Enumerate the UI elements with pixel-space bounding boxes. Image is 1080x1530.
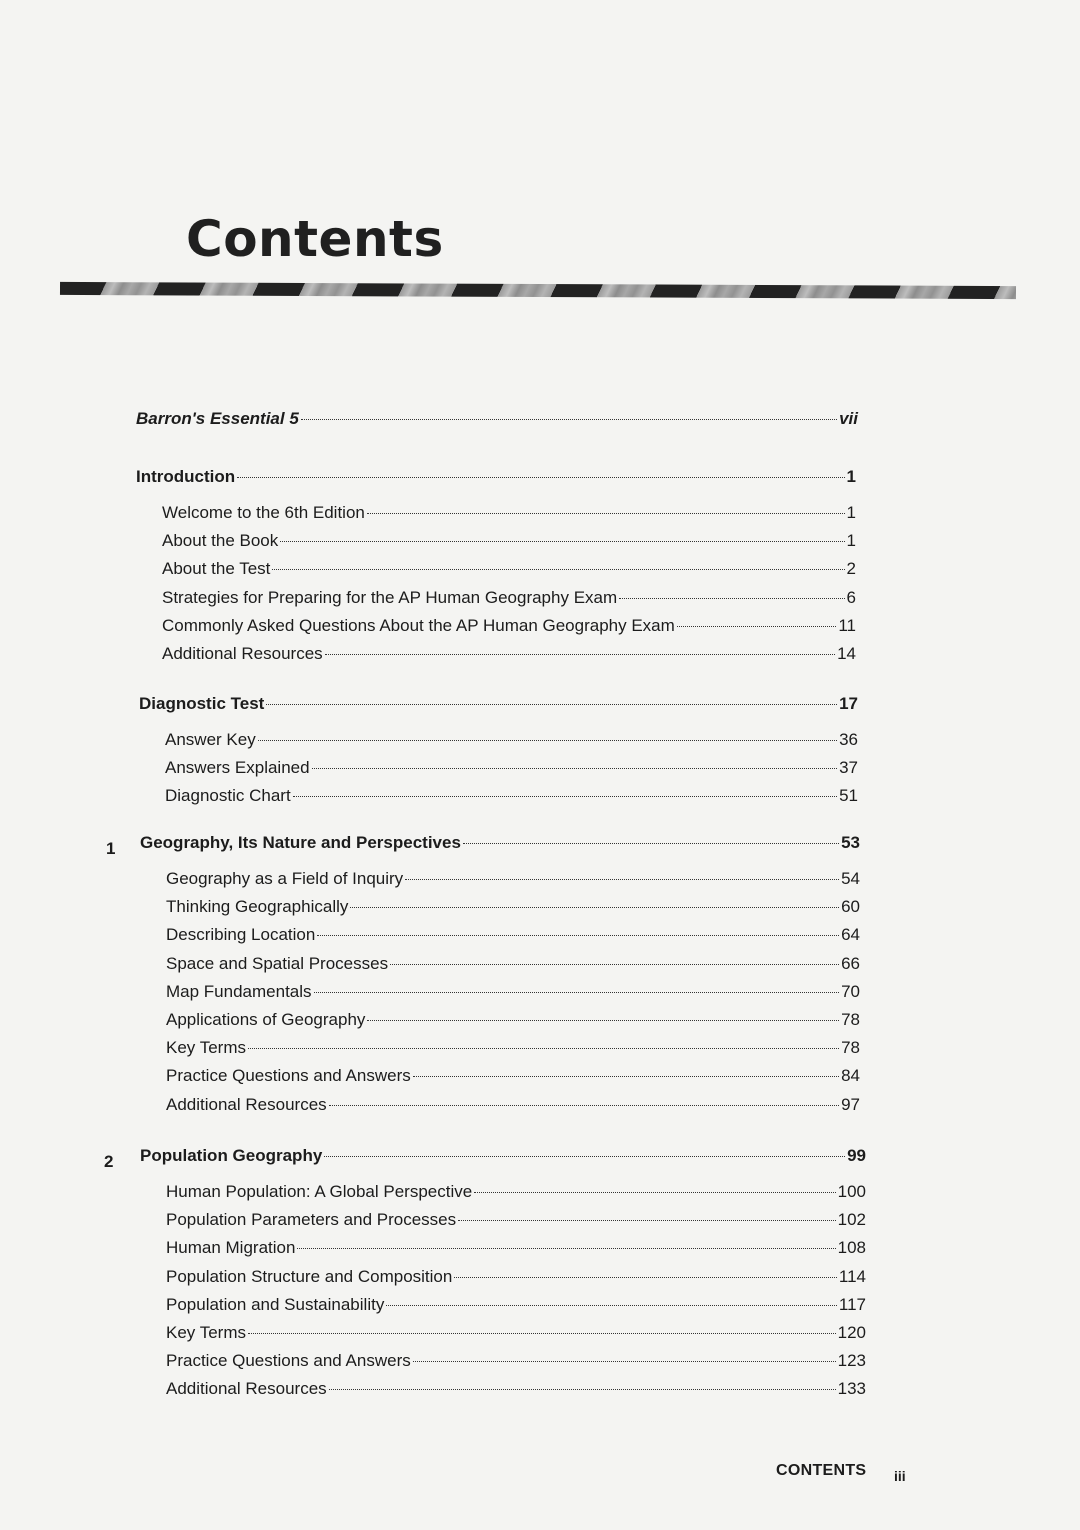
toc-entry [140,954,860,982]
toc-page-number: 97 [841,1094,860,1114]
toc-entry [136,531,856,559]
toc-page-number: 117 [838,1294,866,1314]
dot-leader [293,796,837,797]
toc-page-number: 100 [837,1182,866,1201]
toc-entry [139,730,858,758]
toc-page-number: 123 [837,1351,866,1371]
toc-entry-title: Answers Explained [165,758,310,778]
toc-entry-title: Human Population: A Global Perspective [166,1182,473,1201]
toc-entry-title: Population Geography [140,1146,323,1165]
dot-leader [386,1305,837,1306]
toc-entry [140,1010,860,1038]
toc-entry-title: About the Book [162,531,279,551]
dot-leader [405,879,839,880]
dot-leader [314,992,840,993]
toc-entry [140,982,860,1010]
toc-entry [136,559,856,587]
toc-page-number: 54 [841,869,860,888]
toc-page-number: 51 [839,786,858,806]
toc-page-number: 102 [837,1210,866,1230]
toc-entry-title: About the Test [162,559,271,579]
toc-entry-title: Geography as a Field of Inquiry [166,869,404,888]
toc-entry [140,925,860,953]
toc-entry [140,897,860,925]
toc-entry [140,1295,866,1323]
toc-entry [140,1267,866,1295]
toc-entry-title: Strategies for Preparing for the AP Human Geography Exam [162,587,618,607]
toc-entry-title: Diagnostic Test [139,694,265,713]
toc-page-number: 17 [839,694,858,713]
toc-entry-title: Space and Spatial Processes [166,953,389,973]
toc-entry-title: Commonly Asked Questions About the AP Human Geography Exam [162,615,675,635]
dot-leader [329,1389,836,1390]
toc-page-number: 78 [841,1038,860,1058]
toc-entry-title: Key Terms [166,1038,246,1058]
dot-leader [413,1076,839,1077]
toc-entry-title: Describing Location [166,925,316,945]
toc-entry-title: Population Structure and Composition [166,1266,453,1286]
dot-leader [301,419,837,420]
toc-page-number: vii [839,409,858,428]
toc-section [136,409,858,445]
dot-leader [350,907,839,908]
page-number: iii [894,1468,906,1484]
toc-page-number: 133 [837,1379,866,1399]
toc-section [136,467,856,672]
toc-entry-title: Practice Questions and Answers [166,1351,411,1371]
toc-entry-title: Barron's Essential 5 [136,409,299,428]
toc-page-number: 64 [841,925,860,945]
section-heading [140,1146,866,1174]
chapter-number: 2 [104,1152,114,1171]
toc-entry-title: Applications of Geography [166,1009,366,1029]
toc-entry-title: Additional Resources [162,643,323,663]
dot-leader [297,1248,835,1249]
toc-page-number: 120 [837,1322,866,1342]
dot-leader [266,704,837,705]
toc-entry-title: Key Terms [166,1322,246,1342]
toc-entry [140,1182,866,1210]
dot-leader [248,1048,839,1049]
dot-leader [454,1277,837,1278]
toc-entry [140,1066,860,1094]
toc-entry [136,588,856,616]
dot-leader [677,626,837,627]
toc-page-number: 1 [846,467,856,486]
toc-section [140,1146,866,1408]
dot-leader [474,1192,835,1193]
toc-page-number: 36 [839,730,858,749]
toc-entry-title: Additional Resources [166,1379,327,1399]
toc-entry-title: Introduction [136,467,236,486]
toc-entry [136,644,856,672]
toc-entry-title: Thinking Geographically [166,897,349,917]
dot-leader [280,541,844,542]
dot-leader [390,964,839,965]
toc-page-number: 108 [837,1238,866,1258]
section-heading [136,409,858,437]
toc-page-number: 6 [846,587,856,607]
dot-leader [317,935,839,936]
toc-entry [140,1095,860,1123]
toc-entry-title: Answer Key [165,730,256,749]
section-heading [140,833,860,861]
dot-leader [367,1020,839,1021]
page-title: Contents [186,210,444,268]
toc-entry-title: Practice Questions and Answers [166,1066,411,1086]
toc-page-number: 14 [837,643,856,663]
toc-entry-title: Welcome to the 6th Edition [162,503,365,522]
toc-page-number: 84 [841,1066,860,1086]
toc-entry [140,1210,866,1238]
toc-entry [140,1323,866,1351]
dot-leader [367,513,845,514]
toc-entry-title: Population Parameters and Processes [166,1210,457,1230]
toc-page-number: 66 [841,953,860,973]
toc-entry-title: Geography, Its Nature and Perspectives [140,833,461,852]
toc-entry [140,869,860,897]
running-footer-label: CONTENTS [776,1462,867,1479]
toc-entry [140,1351,866,1379]
dot-leader [463,843,839,844]
toc-page-number: 1 [846,531,856,551]
section-heading [136,467,856,495]
dot-leader [237,477,844,478]
dot-leader [324,1156,845,1157]
toc-entry [136,616,856,644]
toc-page-number: 78 [841,1009,860,1029]
toc-entry-title: Additional Resources [166,1094,327,1114]
section-heading [139,694,858,722]
toc-entry [140,1038,860,1066]
toc-page-number: 60 [841,897,860,917]
toc-entry [140,1238,866,1266]
toc-section [139,694,858,815]
toc-entry-title: Population and Sustainability [166,1294,385,1314]
toc-page-number: 11 [838,615,856,635]
toc-page-number: 99 [847,1146,866,1165]
dot-leader [312,768,838,769]
toc-entry-title: Map Fundamentals [166,981,312,1001]
chapter-number: 1 [106,839,116,858]
toc-page-number: 70 [841,981,860,1001]
dot-leader [458,1220,836,1221]
toc-entry [136,503,856,531]
dot-leader [413,1361,836,1362]
dot-leader [619,598,844,599]
toc-entry [139,758,858,786]
toc-page-number: 53 [841,833,860,852]
dot-leader [325,654,835,655]
toc-section [140,833,860,1123]
toc-page-number: 1 [846,503,856,522]
dot-leader [258,740,837,741]
dot-leader [272,569,844,570]
toc-entry-title: Human Migration [166,1238,296,1258]
toc-entry-title: Diagnostic Chart [165,786,291,806]
toc-page-number: 2 [846,559,856,579]
toc-entry [139,786,858,814]
dot-leader [248,1333,836,1334]
toc-entry [140,1379,866,1407]
dot-leader [329,1105,839,1106]
toc-page-number: 37 [839,758,858,778]
toc-page-number: 114 [838,1266,866,1286]
